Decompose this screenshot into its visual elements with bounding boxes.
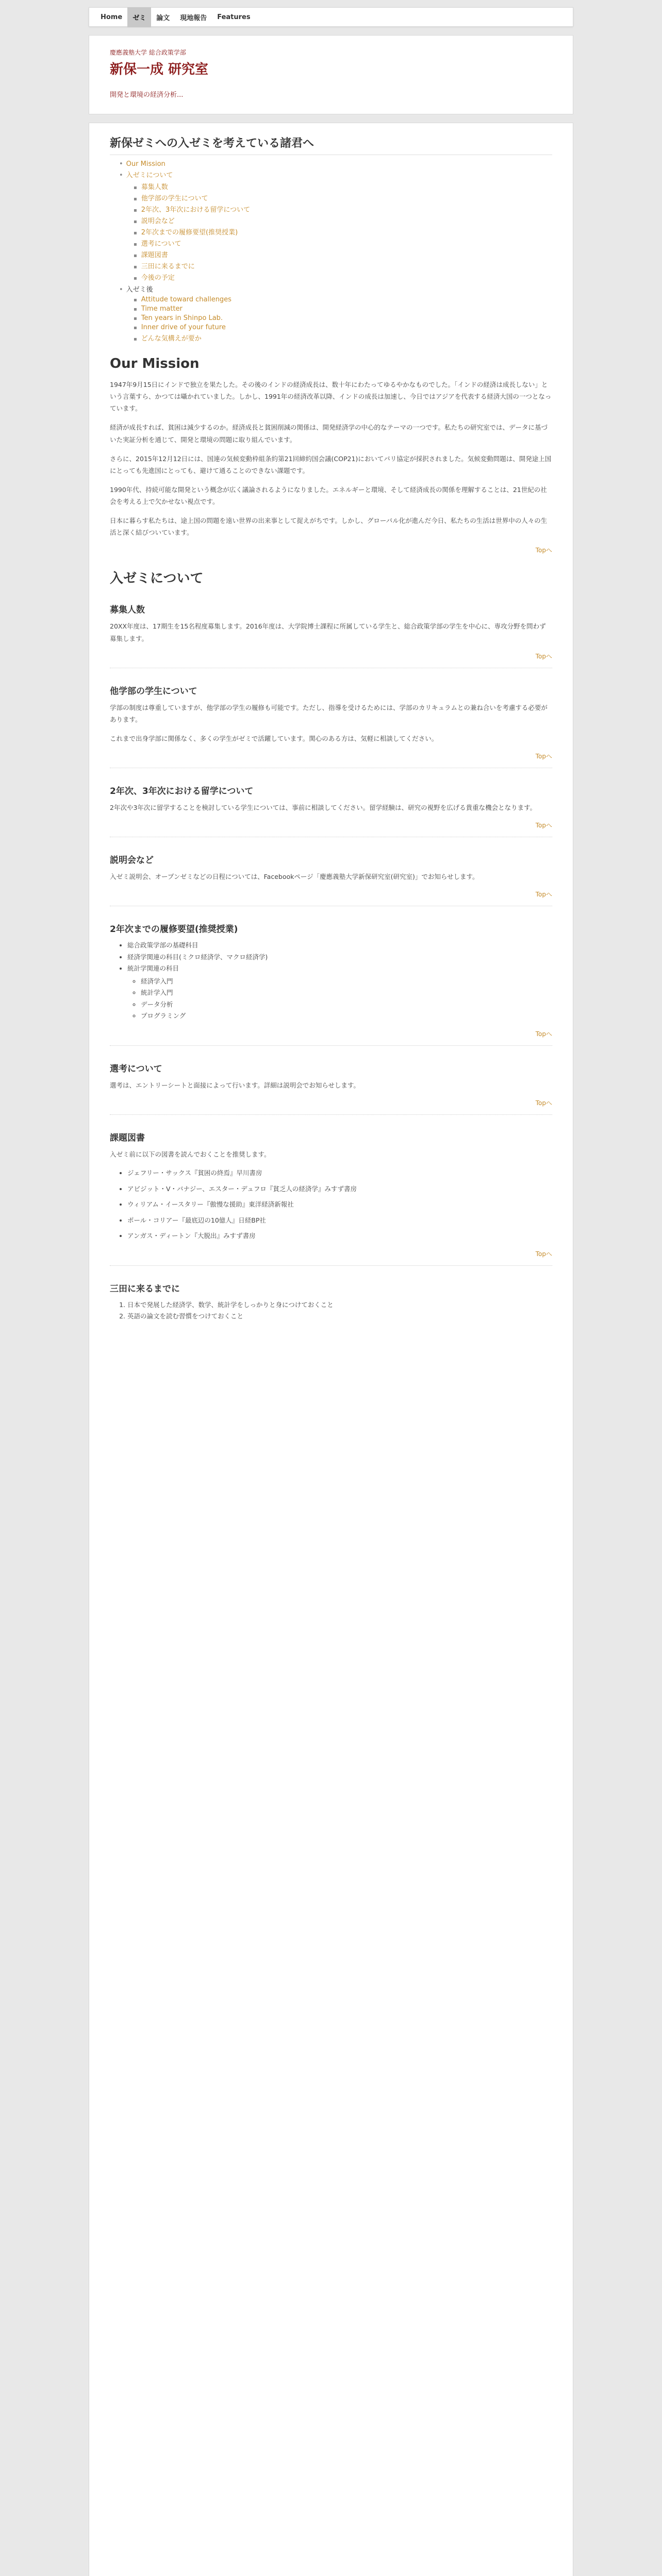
toc-item[interactable]: 課題図書 — [141, 251, 168, 259]
mission-heading: Our Mission — [110, 356, 200, 371]
list-item: • 経済学関連の科目(ミクロ経済学、マクロ経済学) — [127, 952, 552, 963]
toc-item[interactable]: 選考について — [141, 240, 181, 248]
preparation-list — [110, 1299, 552, 1323]
toc-item[interactable]: どんな気構えが要か — [141, 335, 202, 343]
section-paragraph: 選考は、エントリーシートと面接によって行います。詳細は説明会でお知らせします。 — [110, 1081, 360, 1089]
toc-item[interactable]: Ten years in Shinpo Lab. — [141, 314, 223, 322]
divider — [110, 1265, 552, 1266]
nav-papers[interactable]: 論文 — [156, 14, 170, 22]
section-paragraph: 学部の制度は尊重していますが、他学部の学生の履修も可能です。ただし、指導を受けるためには、学部のカリキュラムとの兼ね合いを考慮する必要があります。 — [110, 703, 548, 723]
to-top-link[interactable]: Topへ — [535, 891, 552, 899]
header-lab-name: 新保一成 研究室 — [110, 62, 209, 77]
toc-item[interactable]: 三田に来るまでに — [141, 263, 195, 270]
book-item: • ジェフリー・サックス『貧困の終焉』早川書房 — [127, 1167, 552, 1179]
section-heading: 募集人数 — [110, 605, 145, 616]
site-header — [89, 35, 573, 114]
main-content — [89, 123, 573, 2576]
top-nav — [89, 7, 573, 27]
section-heading: 説明会など — [110, 855, 154, 866]
nav-seminar[interactable]: ゼミ — [127, 7, 151, 27]
to-top-link[interactable]: Topへ — [535, 753, 552, 760]
to-top-link[interactable]: Topへ — [535, 822, 552, 829]
nav-home[interactable]: Home — [101, 13, 123, 21]
nav-features[interactable]: Features — [217, 13, 251, 21]
section-heading: 2年次、3年次における留学について — [110, 786, 254, 796]
section-heading: 他学部の学生について — [110, 686, 197, 697]
table-of-contents — [110, 160, 552, 343]
nav-field-reports[interactable]: 現地報告 — [180, 14, 207, 22]
toc-item[interactable]: Inner drive of your future — [141, 324, 226, 331]
section-paragraph: 入ゼミ前に以下の図書を読んでおくことを推奨します。 — [110, 1150, 271, 1158]
mission-paragraph: 経済が成長すれば、貧困は減少するのか。経済成長と貧困削減の関係は、開発経済学の中心的なテーマの一つです。私たちの研究室では、データに基づいた実証分析を通じて、開発と環境の問題に取り組んでいます。 — [110, 423, 548, 444]
divider — [110, 1114, 552, 1115]
toc-after-join: 入ゼミ後 — [126, 286, 153, 294]
list-item: ◦ プログラミング — [141, 1010, 552, 1022]
mission-paragraph: 日本に暮らす私たちは、途上国の問題を遠い世界の出来事として捉えがちです。しかし、グローバル化が進んだ今日、私たちの生活は世界中の人々の生活と深く結びついています。 — [110, 517, 548, 537]
join-heading: 入ゼミについて — [110, 571, 204, 587]
book-item: • ウィリアム・イースタリー『傲慢な援助』東洋経済新報社 — [127, 1199, 552, 1211]
list-item: • 総合政策学部の基礎科目 — [127, 940, 552, 952]
header-university: 慶應義塾大学 総合政策学部 — [110, 49, 186, 56]
toc-item[interactable]: 今後の予定 — [141, 274, 175, 282]
toc-item[interactable]: 2年次までの履修要望(推奨授業) — [141, 229, 238, 236]
to-top-link[interactable]: Topへ — [535, 1099, 552, 1107]
section-paragraph: 20XX年度は、17期生を15名程度募集します。2016年度は、大学院博士課程に所属している学生と、総合政策学部の学生を中心に、専攻分野を問わず募集します。 — [110, 622, 546, 642]
list-item: 1. 日本で発展した経済学、数学、統計学をしっかりと身につけておくこと — [127, 1299, 552, 1311]
book-item: • ポール・コリアー『最底辺の10億人』日経BP社 — [127, 1215, 552, 1227]
list-item: ◦ 経済学入門 — [141, 976, 552, 988]
toc-item[interactable]: 他学部の学生について — [141, 195, 208, 202]
to-top-link[interactable]: Topへ — [535, 652, 552, 660]
section-heading: 2年次までの履修要望(推奨授業) — [110, 924, 238, 935]
toc-join[interactable]: 入ゼミについて — [126, 172, 173, 179]
to-top-link[interactable]: Topへ — [535, 547, 552, 554]
toc-item[interactable]: Time matter — [141, 305, 183, 313]
list-item: ◦ 統計学入門 — [141, 987, 552, 999]
section-paragraph: 2年次や3年次に留学することを検討している学生については、事前に相談してください。留学経験は、研究の視野を広げる貴重な機会となります。 — [110, 804, 537, 811]
section-heading: 三田に来るまでに — [110, 1283, 180, 1294]
toc-item[interactable]: Attitude toward challenges — [141, 296, 231, 303]
section-heading: 課題図書 — [110, 1132, 145, 1143]
divider — [110, 1045, 552, 1046]
toc-item[interactable]: 2年次、3年次における留学について — [141, 206, 251, 214]
book-item: • アンガス・ディートン『大脱出』みすず書房 — [127, 1230, 552, 1242]
recommended-courses-list — [110, 940, 552, 1022]
section-paragraph: これまで出身学部に関係なく、多くの学生がゼミで活躍しています。関心のある方は、気軽に相談してください。 — [110, 734, 438, 742]
book-list — [110, 1167, 552, 1242]
to-top-link[interactable]: Topへ — [535, 1250, 552, 1258]
toc-item[interactable]: 説明会など — [141, 217, 175, 225]
toc-item[interactable]: 募集人数 — [141, 183, 168, 191]
list-item: ◦ データ分析 — [141, 999, 552, 1011]
header-tagline: 開発と環境の経済分析... — [110, 91, 184, 99]
list-item: 2. 英語の論文を読む習慣をつけておくこと — [127, 1311, 552, 1323]
list-item: • 統計学関連の科目 ◦ 経済学入門 ◦ 統計学入門 ◦ データ分析 ◦ プログラミング — [127, 963, 552, 1022]
mission-paragraph: さらに、2015年12月12日には、国連の気候変動枠組条約第21回締約国会議(COP21)においてパリ協定が採択されました。気候変動問題は、開発途上国にとっても先進国にとっても、避けて通ることのできない課題です。 — [110, 454, 552, 474]
mission-paragraph: 1990年代、持続可能な開発という概念が広く議論されるようになりました。エネルギーと環境、そして経済成長の関係を理解することは、21世紀の社会を考える上で欠かせない視点です。 — [110, 485, 547, 505]
section-heading: 選考について — [110, 1063, 162, 1074]
book-item: • アビジット・V・バナジー、エスター・デュフロ『貧乏人の経済学』みすず書房 — [127, 1183, 552, 1195]
section-paragraph: 入ゼミ説明会、オープンゼミなどの日程については、Facebookページ「慶應義塾大学新保研究室(研究室)」でお知らせします。 — [110, 873, 479, 881]
toc-mission[interactable]: Our Mission — [126, 160, 166, 168]
mission-paragraph: 1947年9月15日にインドで独立を果たした。その後のインドの経済成長は、数十年にわたってゆるやかなものでした。「インドの経済は成長しない」という言葉すら、かつては囁かれていました。しかし、1991年の経済改革以降、インドの成長は加速し、今日ではアジアを代表する経済大国の一つとなっています。 — [110, 381, 552, 413]
page-title: 新保ゼミへの入ゼミを考えている諸君へ — [110, 134, 552, 155]
to-top-link[interactable]: Topへ — [535, 1030, 552, 1038]
